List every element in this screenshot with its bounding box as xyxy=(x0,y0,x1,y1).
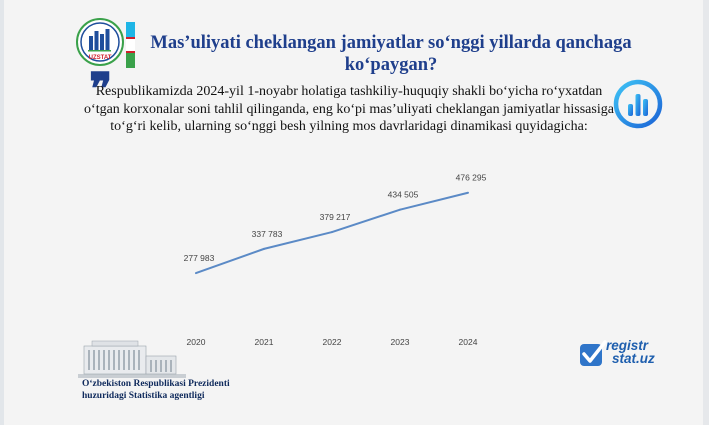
bar-chart-icon xyxy=(612,78,664,130)
data-label: 277 983 xyxy=(183,253,215,264)
data-label: 379 217 xyxy=(319,212,351,223)
registr-stat-logo[interactable] xyxy=(606,339,655,365)
reg-line-1: registr xyxy=(606,338,649,353)
agency-building-image xyxy=(78,338,186,380)
agency-line-1: O‘zbekiston Respublikasi Prezidenti xyxy=(82,379,230,389)
uzstat-logo xyxy=(76,18,124,66)
flag-bar xyxy=(126,22,135,68)
agency-caption xyxy=(82,378,230,402)
x-tick-label: 2024 xyxy=(458,337,478,347)
line-chart xyxy=(150,165,530,360)
agency-line-2: huzuridagi Statistika agentligi xyxy=(82,391,205,401)
x-tick-label: 2020 xyxy=(186,337,206,347)
data-label: 434 505 xyxy=(387,189,419,200)
left-frame xyxy=(0,0,4,425)
quote-mark-icon: ❜❜ xyxy=(89,65,108,114)
x-tick-label: 2022 xyxy=(322,337,342,347)
data-label: 476 295 xyxy=(455,172,487,183)
x-tick-label: 2021 xyxy=(254,337,274,347)
x-tick-label: 2023 xyxy=(390,337,410,347)
reg-line-2: stat.uz xyxy=(612,351,655,366)
page-title: Mas’uliyati cheklangan jamiyatlar so‘nggi yillarda qanchaga ko‘paygan? xyxy=(150,33,632,75)
right-frame xyxy=(703,0,709,425)
data-label: 337 783 xyxy=(251,228,283,239)
logo-text: UZSTAT xyxy=(88,55,112,61)
intro-text: Respublikamizda 2024-yil 1-noyabr holatiga tashkiliy-huquqiy shakli bo‘yicha ro‘yxatdan o‘tgan korxonalar soni tahlil qilinganda, eng ko‘pi mas’uliyati cheklangan jamiyatlar hissasiga to‘g‘ri kelib, ularning so‘nggi besh yilning mos davrlaridagi dinamikasi quyidagicha: xyxy=(84,84,614,134)
